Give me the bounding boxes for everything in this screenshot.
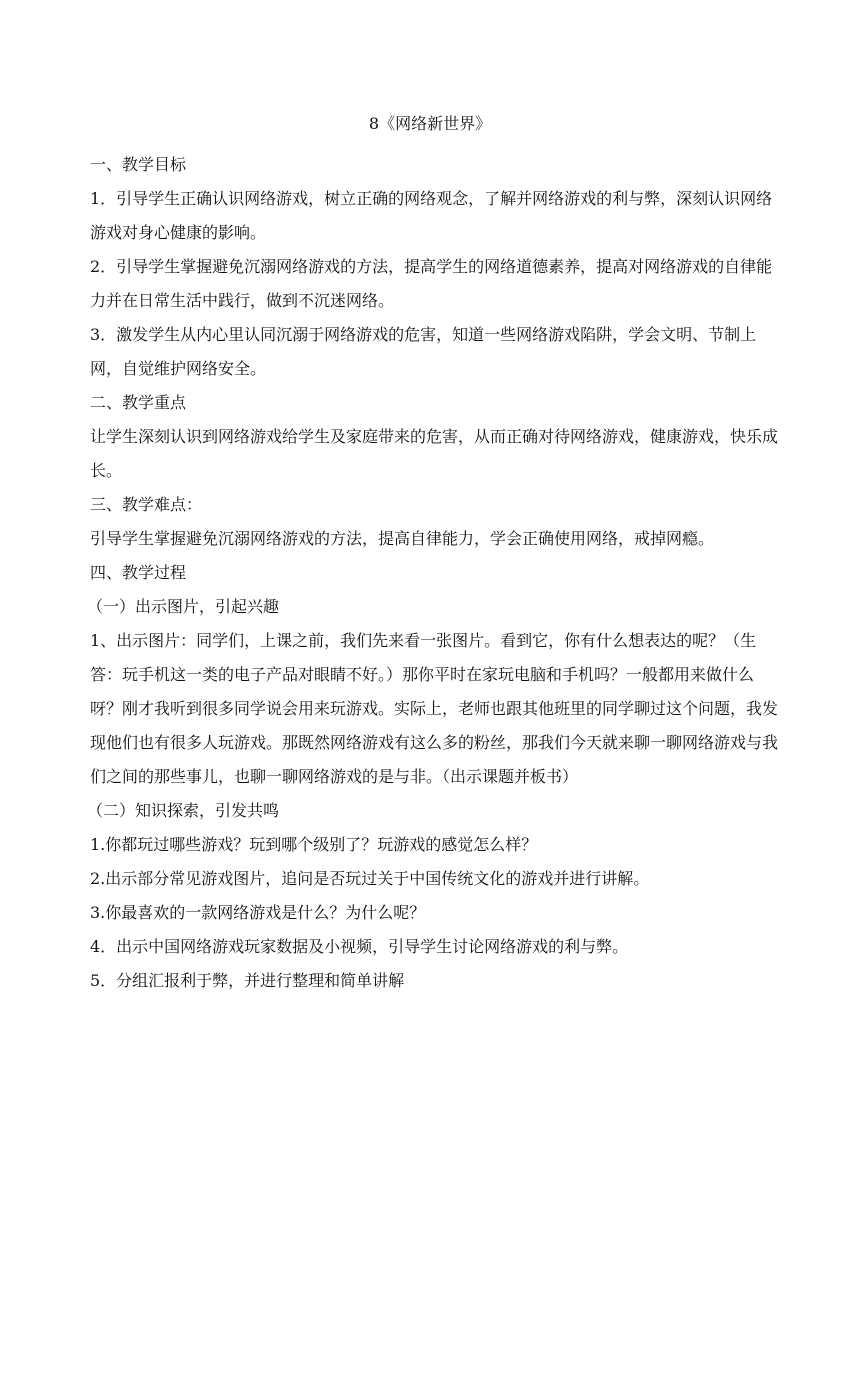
exploration-item-5: 5．分组汇报利于弊，并进行整理和简单讲解 — [90, 971, 405, 990]
exploration-item-2: 2.出示部分常见游戏图片，追问是否玩过关于中国传统文化的游戏并进行讲解。 — [90, 869, 650, 888]
document-title: 8《网络新世界》 — [368, 114, 492, 133]
difficulties-text: 引导学生掌握避免沉溺网络游戏的方法，提高自律能力，学会正确使用网络，戒掉网瘾。 — [90, 529, 715, 548]
key-points-text: 让学生深刻认识到网络游戏给学生及家庭带来的危害，从而正确对待网络游戏，健康游戏，快乐成长。 — [90, 427, 779, 480]
process-step-1: 1、出示图片：同学们，上课之前，我们先来看一张图片。看到它，你有什么想表达的呢？（生答：玩手机这一类的电子产品对眼睛不好。）那你平时在家玩电脑和手机吗？一般都用来做什么呀？刚才我听到很多同学说会用来玩游戏。实际上，老师也跟其他班里的同学聊过这个问题，我发现他们也有很多人玩游戏。那既然网络游戏有这么多的粉丝，那我们今天就来聊一聊网络游戏与我们之间的那些事儿，也聊一聊网络游戏的是与非。（出示课题并板书） — [90, 631, 779, 786]
section-heading-key-points: 二、教学重点 — [90, 393, 187, 412]
exploration-item-3: 3.你最喜欢的一款网络游戏是什么？为什么呢？ — [90, 903, 426, 922]
exploration-item-1: 1.你都玩过哪些游戏？玩到哪个级别了？玩游戏的感觉怎么样？ — [90, 835, 538, 854]
objective-3: 3．激发学生从内心里认同沉溺于网络游戏的危害，知道一些网络游戏陷阱，学会文明、节制上网，自觉维护网络安全。 — [90, 325, 757, 378]
section-heading-objectives: 一、教学目标 — [90, 155, 187, 174]
exploration-item-4: 4．出示中国网络游戏玩家数据及小视频，引导学生讨论网络游戏的利与弊。 — [90, 937, 629, 956]
document-body — [87, 148, 780, 998]
objective-2: 2．引导学生掌握避免沉溺网络游戏的方法，提高学生的网络道德素养，提高对网络游戏的自律能力并在日常生活中践行，做到不沉迷网络。 — [90, 257, 773, 310]
objective-1: 1．引导学生正确认识网络游戏，树立正确的网络观念，了解并网络游戏的利与弊，深刻认识网络游戏对身心健康的影响。 — [90, 189, 773, 242]
process-subheading-1: （一）出示图片，引起兴趣 — [87, 597, 280, 616]
section-heading-process: 四、教学过程 — [90, 563, 187, 582]
section-heading-difficulties: 三、教学难点： — [90, 495, 203, 514]
process-subheading-2: （二）知识探索，引发共鸣 — [87, 801, 280, 820]
